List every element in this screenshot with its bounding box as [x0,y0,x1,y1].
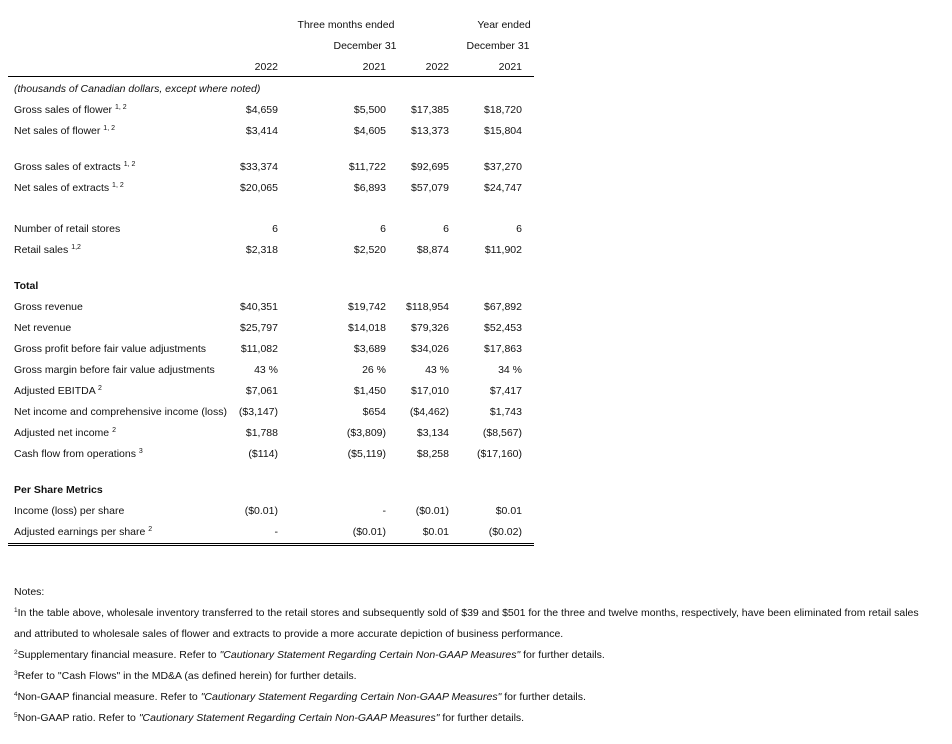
table-cell: $40,351 [240,301,278,313]
note-5 [14,712,524,724]
header-year-ended-line1: Year ended [477,19,531,31]
row-footnote-marker: 2 [148,526,153,533]
row-footnote-marker: 2 [98,385,102,392]
row-label-text: Number of retail stores [14,223,121,235]
table-cell: 6 [272,223,278,235]
table-cell: ($0.02) [488,526,522,538]
row-label-text: Gross profit before fair value adjustments [14,343,207,355]
table-cell: 6 [516,223,522,235]
table-cell: $92,695 [411,161,449,173]
row-label [14,526,152,538]
table-cell: $24,747 [484,182,522,194]
table-cell: $25,797 [240,322,278,334]
table-cell: $2,318 [245,244,278,256]
row-footnote-marker: 2 [112,427,116,434]
row-label [14,125,115,137]
table-cell: ($3,809) [346,427,386,439]
note-4-post: for further details. [501,691,586,703]
units-note: (thousands of Canadian dollars, except where noted) [14,83,261,95]
table-cell: $654 [362,406,386,418]
table-cell: $8,874 [416,244,449,256]
table-cell: - [274,526,278,538]
note-2-pre: Supplementary financial measure. Refer to [17,649,220,661]
table-cell: $11,082 [240,343,278,355]
table-cell: ($0.01) [352,526,386,538]
table-cell: $2,520 [353,244,386,256]
note-4-reference: "Cautionary Statement Regarding Certain Non-GAAP Measures" [200,691,502,703]
col-header-2: 2021 [362,61,386,73]
col-header-3: 2022 [425,61,449,73]
row-label-text: Net sales of extracts [14,182,110,194]
note-3-text: Refer to "Cash Flows" in the MD&A (as defined herein) for further details. [17,670,357,682]
table-cell: $52,453 [484,322,522,334]
table-cell: $7,417 [489,385,522,397]
row-label-text: Adjusted earnings per share [14,526,146,538]
col-header-1: 2022 [254,61,278,73]
row-label [14,104,127,116]
note-5-marker: 5 [14,712,18,719]
row-label [14,427,116,439]
row-label [14,448,143,460]
table-cell: $13,373 [411,125,449,137]
row-label-text: Gross margin before fair value adjustments [14,364,215,376]
table-cell: $33,374 [240,161,278,173]
table-cell: - [382,505,386,517]
table-cell: $118,954 [405,301,449,313]
row-footnote-marker: 1, 2 [123,161,136,168]
table-cell: $7,061 [245,385,278,397]
row-footnote-marker: 1, 2 [103,125,115,132]
note-5-reference: "Cautionary Statement Regarding Certain Non-GAAP Measures" [138,712,440,724]
table-cell: $17,010 [411,385,449,397]
table-cell: $15,804 [484,125,522,137]
table-cell: 6 [380,223,386,235]
note-1-marker: 1 [14,607,18,614]
row-label [14,182,124,194]
row-label [14,505,124,517]
row-label-text: Income (loss) per share [14,505,125,517]
header-three-months-line1: Three months ended [297,19,395,31]
row-label-text: Net revenue [14,322,72,334]
table-cell: $3,414 [245,125,278,137]
row-label-text: Net sales of flower [14,125,101,137]
note-5-pre: Non-GAAP ratio. Refer to [17,712,139,724]
section-per-share: Per Share Metrics [14,484,103,496]
table-cell: 34 % [498,364,522,376]
table-cell: $1,743 [489,406,522,418]
note-2-marker: 2 [14,649,18,656]
table-cell: $1,450 [353,385,386,397]
note-2 [14,649,605,661]
table-cell: $20,065 [240,182,278,194]
table-cell: $0.01 [495,505,522,517]
table-cell: $6,893 [353,182,386,194]
table-cell: 26 % [362,364,386,376]
row-label-text: Net income and comprehensive income (loss) [14,406,228,418]
row-footnote-marker: 1, 2 [114,104,127,111]
note-4 [14,691,586,703]
table-cell: $34,026 [411,343,449,355]
row-label-text: Adjusted net income [14,427,110,439]
table-cell: $14,018 [348,322,386,334]
table-cell: $19,742 [348,301,386,313]
row-label [14,244,81,256]
table-cell: 43 % [254,364,278,376]
row-label-text: Gross sales of flower [14,104,113,116]
col-header-4: 2021 [498,61,522,73]
header-rule [8,76,534,77]
table-cell: $3,134 [416,427,449,439]
row-label [14,223,120,235]
table-cell: ($0.01) [244,505,278,517]
table-cell: $0.01 [422,526,449,538]
table-cell: $17,863 [484,343,522,355]
row-label-text: Adjusted EBITDA [14,385,96,397]
table-cell: ($114) [248,448,278,460]
row-label [14,343,206,355]
table-cell: $67,892 [484,301,522,313]
note-2-reference: "Cautionary Statement Regarding Certain Non-GAAP Measures" [219,649,521,661]
row-label [14,161,135,173]
table-cell: $79,326 [411,322,449,334]
row-label-text: Gross revenue [14,301,83,313]
note-1 [14,607,919,619]
note-1-continued: and attributed to wholesale sales of flower and extracts to provide a more accurate depiction of business performance. [14,628,564,640]
row-label [14,301,83,313]
table-cell: ($5,119) [347,448,386,460]
table-cell: $18,720 [484,104,522,116]
note-3-marker: 3 [14,670,18,677]
table-cell: ($3,147) [238,406,278,418]
table-cell: $11,722 [348,161,386,173]
table-cell: ($8,567) [482,427,522,439]
row-label [14,385,102,397]
section-total: Total [14,280,39,292]
note-4-marker: 4 [14,691,18,698]
table-cell: ($17,160) [477,448,522,460]
row-footnote-marker: 1,2 [71,244,81,251]
table-cell: ($0.01) [415,505,449,517]
table-cell: $4,659 [245,104,278,116]
table-cell: $4,605 [353,125,386,137]
table-cell: $8,258 [416,448,449,460]
table-cell: $37,270 [484,161,522,173]
note-2-post: for further details. [520,649,605,661]
table-bottom-rule-2 [8,545,534,546]
table-cell: $3,689 [353,343,386,355]
row-label [14,322,71,334]
table-cell: 43 % [425,364,449,376]
table-cell: 6 [443,223,449,235]
table-cell: $11,902 [484,244,522,256]
header-year-ended-line2: December 31 [466,40,530,52]
row-label-text: Gross sales of extracts [14,161,121,173]
row-footnote-marker: 1, 2 [112,182,124,189]
table-cell: $57,079 [411,182,449,194]
table-cell: ($4,462) [409,406,449,418]
row-label-text: Cash flow from operations [14,448,136,460]
note-3 [14,670,357,682]
notes-heading: Notes: [14,586,45,598]
note-5-post: for further details. [439,712,525,724]
table-bottom-rule [8,543,534,544]
header-three-months-line2: December 31 [333,40,397,52]
table-cell: $1,788 [245,427,278,439]
table-cell: $5,500 [353,104,386,116]
row-footnote-marker: 3 [138,448,143,455]
note-4-pre: Non-GAAP financial measure. Refer to [17,691,201,703]
note-1-text: In the table above, wholesale inventory transferred to the retail stores and subsequently sold of $39 and $501 for the three and twelve months, respectively, have been eliminated from retail sales [17,607,919,619]
table-cell: $17,385 [411,104,449,116]
row-label-text: Retail sales [14,244,69,256]
